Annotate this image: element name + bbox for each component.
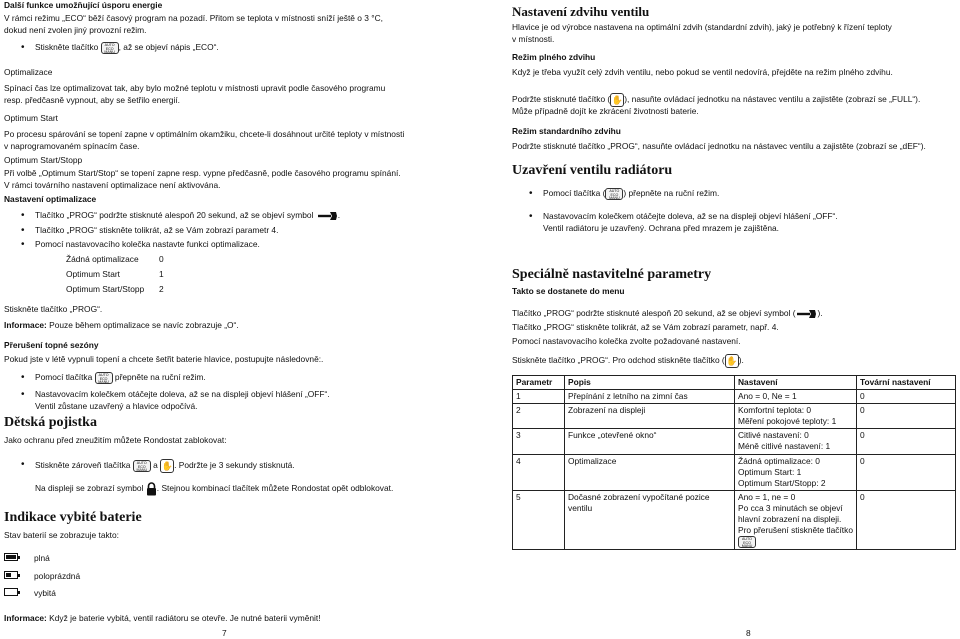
info-text: Pouze během optimalizace se navíc zobrazuje „O“.	[46, 320, 239, 330]
cell-popis: Optimalizace	[565, 454, 735, 490]
cell-nastaveni-line: Měření pokojové teploty: 1	[738, 416, 837, 427]
cell-tovarni: 0	[857, 404, 956, 429]
special-title: Speciálně nastavitelné parametry	[512, 267, 712, 282]
auto-eco-manu-key-icon: AUTO ECO MANU	[95, 372, 113, 384]
full-step-b: ), nasuňte ovládací jednotku na nástavec ventilu a zajistěte (zobrazí se „FULL“).	[624, 94, 921, 105]
option-value-0: 0	[159, 254, 164, 264]
setopt-bullet-1	[35, 210, 340, 221]
manual-key-icon: ✋	[161, 461, 173, 471]
cell-popis: Funkce „otevřené okno“	[565, 429, 735, 454]
press-prog: Stiskněte tlačítko „PROG“.	[4, 304, 103, 314]
col-header-nastaveni: Nastavení	[735, 376, 857, 390]
battery-title: Indikace vybité baterie	[4, 510, 142, 525]
cell-nastaveni	[735, 454, 857, 490]
table-row	[513, 429, 956, 454]
cell-tovarni: 0	[857, 454, 956, 490]
table-row	[513, 454, 956, 490]
table-header-row	[513, 376, 956, 390]
full-step	[512, 93, 920, 107]
child-b1-text-b: a	[153, 460, 158, 471]
optstart-line1: Po procesu spárování se topení zapne v optimálním okamžiku, chcete-li dosáhnout určité teploty v místnosti	[4, 129, 405, 139]
option-label-1: Optimum Start	[66, 269, 120, 279]
col-header-tovarni: Tovární nastavení	[857, 376, 956, 390]
wrench-icon	[795, 309, 817, 319]
table-row	[513, 390, 956, 404]
cell-tovarni: 0	[857, 390, 956, 404]
table-row	[513, 404, 956, 429]
interrupt-bullet-2-line2: Ventil zůstane uzavřený a hlavice odpočívá.	[35, 401, 198, 411]
optstart-title: Optimum Start	[4, 113, 58, 123]
col-header-parametr: Parametr	[513, 376, 565, 390]
sp-line4-a: Stiskněte tlačítko „PROG“. Pro odchod stiskněte tlačítko (	[512, 355, 725, 366]
cell-parametr: 2	[513, 404, 565, 429]
info-label: Informace:	[4, 320, 47, 330]
setopt-bullet-3: • Pomocí nastavovacího kolečka nastavte funkci optimalizace.	[35, 239, 260, 250]
child-lock-title: Dětská pojistka	[4, 415, 97, 430]
cell-nastaveni-line: Ano = 1, ne = 0	[738, 491, 796, 502]
cell-parametr: 5	[513, 490, 565, 549]
cell-tovarni: 0	[857, 429, 956, 454]
full-step-c: Může případně dojít ke zkrácení životnosti baterie.	[512, 106, 699, 116]
page-number-right: 8	[746, 628, 751, 638]
setopt-title: Nastavení optimalizace	[4, 194, 97, 204]
child-line2	[35, 482, 393, 496]
page-number-left: 7	[222, 628, 227, 638]
int-b1-text-b: přepněte na ruční režim.	[114, 372, 206, 383]
full-title: Režim plného zdvihu	[512, 52, 596, 62]
cell-popis: Zobrazení na displeji	[565, 404, 735, 429]
sp-line1-b: ).	[817, 308, 823, 318]
child-line: Jako ochranu před zneužitím můžete Rondostat zablokovat:	[4, 435, 227, 445]
close-b1-b: ) přepněte na ruční režim.	[623, 188, 720, 199]
cell-nastaveni	[735, 490, 857, 549]
eco-line1: V rámci režimu „ECO“ běží časový program na pozadí. Přitom se teplota v místnosti sníží ještě o 3 °C,	[4, 13, 383, 23]
full-line: Když je třeba využít celý zdvih ventilu, nebo pokud se ventil nedovírá, přejděte na režim plného zdvihu.	[512, 67, 893, 77]
opt-line2: resp. předčasně vypnout, aby se šetřilo energií.	[4, 95, 180, 105]
cell-nastaveni-line: Žádná optimalizace: 0	[738, 455, 820, 466]
optstop-title: Optimum Start/Stopp	[4, 155, 83, 165]
child-bullet	[35, 459, 295, 473]
special-line2: Tlačítko „PROG“ stiskněte tolikrát, až se Vám zobrazí parametr, např. 4.	[512, 322, 779, 332]
optstop-line2: V rámci továrního nastavení optimalizace není aktivována.	[4, 180, 221, 190]
auto-eco-manu-key-icon: AUTO ECO MANU	[101, 42, 119, 54]
eco-bullet-text-a: Stiskněte tlačítko	[35, 42, 99, 53]
sp-line4-b: ).	[738, 355, 744, 366]
setopt-bullet-2: • Tlačítko „PROG“ stiskněte tolikrát, až se Vám zobrazí parametr 4.	[35, 225, 278, 236]
full-step-a: Podržte stisknuté tlačítko (	[512, 94, 611, 105]
valve-line1: Hlavice je od výrobce nastavena na optimální zdvih (standardní zdvih), jaký je potřebný k řízení teploty	[512, 22, 892, 32]
option-value-1: 1	[159, 269, 164, 279]
opt-line1: Spínací čas lze optimalizovat tak, aby bylo možné teplotu v místnosti upravit podle časového programu	[4, 83, 386, 93]
interrupt-bullet-2: • Nastavovacím kolečkem otáčejte doleva, až se na displeji objeví hlášení „OFF“.	[35, 389, 330, 400]
std-title: Režim standardního zdvihu	[512, 126, 621, 136]
auto-eco-manu-key-icon: AUTO ECO MANU	[605, 188, 623, 200]
col-header-popis: Popis	[565, 376, 735, 390]
table-row	[513, 490, 956, 549]
close-b1-a: Pomocí tlačítka (	[543, 188, 606, 199]
std-line: Podržte stisknuté tlačítko „PROG“, nasuňte ovládací jednotku na nástavec ventilu a zajistěte (zobrazí se „dEF“).	[512, 141, 926, 151]
cell-nastaveni-line: Ano = 0, Ne = 1	[738, 391, 797, 402]
footer-info-text: Když je baterie vybitá, ventil radiátoru se otevře. Je nutné baterii vyměnit!	[46, 613, 321, 623]
footer-info-label: Informace:	[4, 613, 47, 623]
cell-parametr: 4	[513, 454, 565, 490]
close-bullet-1	[543, 188, 719, 200]
auto-eco-manu-key-icon: AUTO ECO MANU	[133, 460, 151, 472]
footer-info	[4, 613, 321, 624]
cell-nastaveni-line: hlavní zobrazení na displeji.	[738, 514, 842, 525]
close-bullet-2: • Nastavovacím kolečkem otáčejte doleva, až se na displeji objeví hlášení „OFF“.	[543, 211, 838, 222]
cell-parametr: 3	[513, 429, 565, 454]
manual-key-icon: ✋	[726, 356, 738, 366]
wrench-icon	[316, 210, 341, 221]
optstop-line1: Při volbě „Optimum Start/Stop“ se topení zapne resp. vypne předčasně, podle časového programu spínání.	[4, 168, 401, 178]
lock-icon	[146, 482, 157, 496]
parameter-table	[512, 375, 956, 550]
valve-title: Nastavení zdvihu ventilu	[512, 4, 650, 19]
child-line2-b: . Stejnou kombinací tlačítek můžete Rondostat opět odblokovat.	[156, 483, 394, 494]
optstart-line2: v naprogramovaném spínacím čase.	[4, 141, 140, 151]
special-line3: Pomocí nastavovacího kolečka zvolte požadované nastavení.	[512, 336, 741, 346]
cell-popis: Dočasné zobrazení vypočítané pozice ventilu	[565, 490, 735, 549]
battery-line: Stav baterií se zobrazuje takto:	[4, 530, 119, 540]
child-b1-text-c: . Podržte je 3 sekundy stisknutá.	[174, 460, 295, 471]
setopt-b1-text: Tlačítko „PROG“ podržte stisknuté alespoň 20 sekund, až se objeví symbol	[35, 210, 314, 220]
child-b1-text-a: Stiskněte zároveň tlačítka	[35, 460, 131, 471]
opt-title: Optimalizace	[4, 67, 53, 77]
sp-line1-a: Tlačítko „PROG“ podržte stisknuté alespoň 20 sekund, až se objeví symbol (	[512, 308, 796, 318]
interrupt-line: Pokud jste v létě vypnuli topení a chcete šetřit baterie hlavice, postupujte následovně:.	[4, 354, 324, 364]
close-bullet-2-line2: Ventil radiátoru je uzavřený. Ochrana před mrazem je zajištěna.	[543, 223, 780, 233]
cell-popis: Přepínání z letního na zimní čas	[565, 390, 735, 404]
int-b1-text-a: Pomocí tlačítka	[35, 372, 93, 383]
battery-empty-icon	[4, 588, 18, 596]
close-valve-title: Uzavření ventilu radiátoru	[512, 163, 673, 178]
eco-bullet-text-b: , až se objeví nápis „ECO“.	[118, 42, 219, 53]
cell-nastaveni-line: Komfortní teplota: 0	[738, 405, 812, 416]
special-line4	[512, 354, 744, 368]
child-line2-a: Na displeji se zobrazí symbol	[35, 483, 144, 494]
battery-empty-label: vybitá	[34, 588, 56, 598]
cell-nastaveni	[735, 390, 857, 404]
setopt-b1-end: .	[337, 210, 341, 220]
cell-nastaveni-line: Po cca 3 minutách se objeví	[738, 502, 843, 513]
cell-nastaveni	[735, 429, 857, 454]
cell-nastaveni-line: Méně citlivé nastavení: 1	[738, 441, 831, 452]
auto-eco-manu-key-icon: AUTO ECO MANU	[738, 536, 756, 548]
cell-tovarni: 0	[857, 490, 956, 549]
valve-line2: v místnosti.	[512, 34, 555, 44]
battery-half-label: poloprázdná	[34, 571, 81, 581]
cell-nastaveni-line: Citlivé nastavení: 0	[738, 430, 809, 441]
eco-line2: dokud není zvolen jiný provozní režim.	[4, 25, 147, 35]
cell-nastaveni-line: Pro přerušení stiskněte tlačítko	[738, 525, 853, 536]
option-label-0: Žádná optimalizace	[66, 254, 139, 264]
eco-title: Další funkce umožňující úsporu energie	[4, 0, 163, 10]
info-line	[4, 320, 239, 331]
cell-nastaveni	[735, 404, 857, 429]
battery-full-icon	[4, 553, 18, 561]
option-value-2: 2	[159, 284, 164, 294]
option-label-2: Optimum Start/Stopp	[66, 284, 145, 294]
special-subtitle: Takto se dostanete do menu	[512, 286, 625, 296]
manual-key-icon: ✋	[611, 95, 623, 105]
battery-half-icon	[4, 571, 18, 579]
interrupt-title: Přerušení topné sezóny	[4, 340, 99, 350]
interrupt-bullet-1	[35, 372, 206, 384]
cell-nastaveni-line: Optimum Start/Stopp: 2	[738, 477, 826, 488]
special-line1	[512, 308, 823, 319]
cell-nastaveni-line: Optimum Start: 1	[738, 466, 802, 477]
eco-bullet	[35, 42, 219, 54]
cell-parametr: 1	[513, 390, 565, 404]
battery-full-label: plná	[34, 553, 50, 563]
